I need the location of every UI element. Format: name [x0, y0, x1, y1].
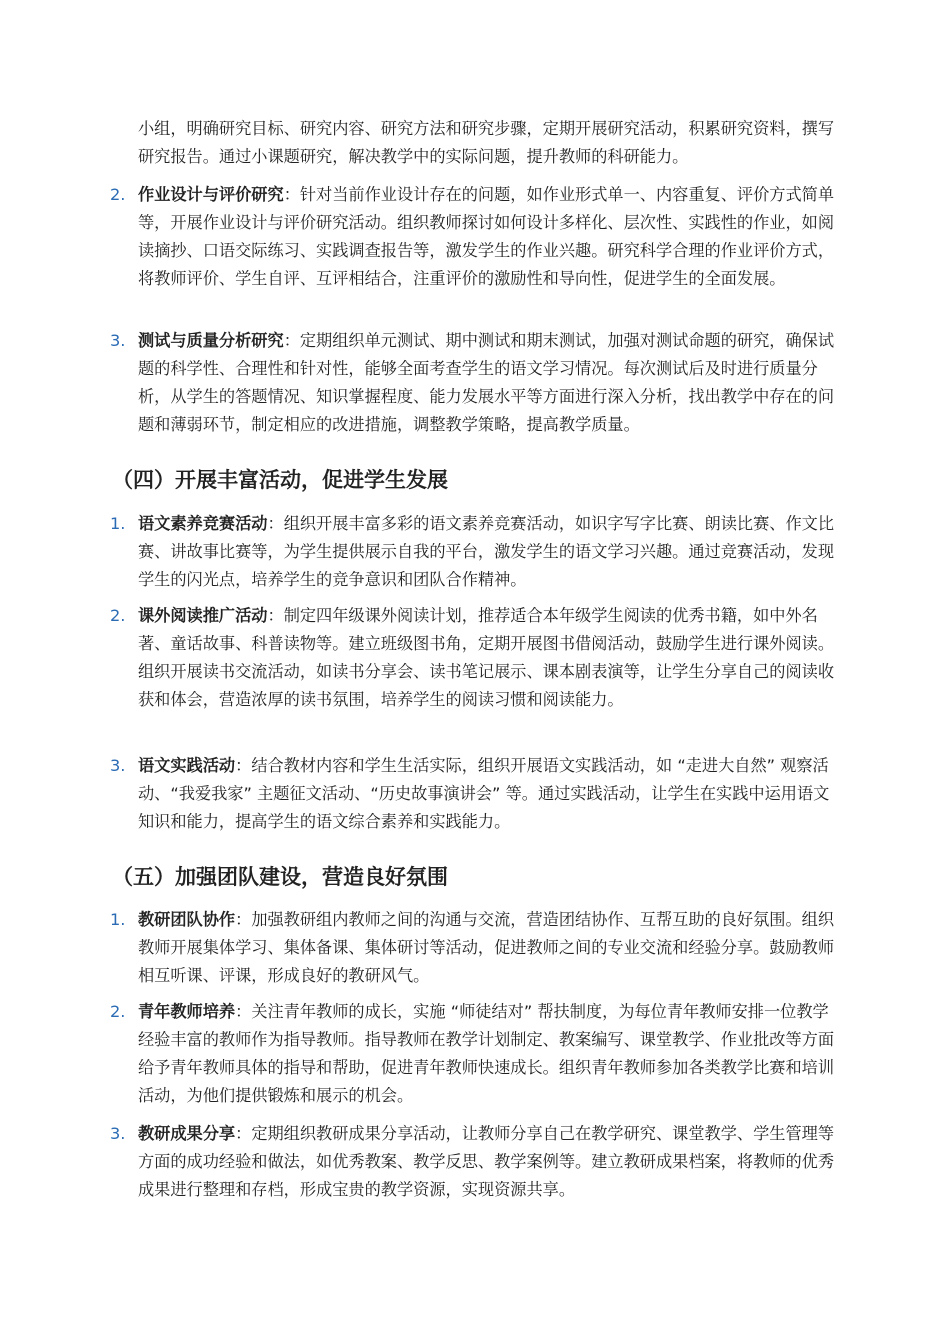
item-text: 定期组织单元测试、期中测试和期末测试，加强对测试命题的研究，确保试题的科学性、合理性和针对性，能够全面考查学生的语文学习情况。每次测试后及时进行质量分析，从学生的答题情况、知识掌握程度、能力发展水平等方面进行深入分析，找出教学中存在的问题和薄弱环节，制定相应的改进措施，调整教学策略，提高教学质量。 — [138, 331, 835, 434]
item-text: 制定四年级课外阅读计划，推荐适合本年级学生阅读的优秀书籍，如中外名著、童话故事、科普读物等。建立班级图书角，定期开展图书借阅活动，鼓励学生进行课外阅读。组织开展读书交流活动，如读书分享会、读书笔记展示、课本剧表演等，让学生分享自己的阅读收获和体会，营造浓厚的读书氛围，培养学生的阅读习惯和阅读能力。 — [138, 606, 835, 709]
item-text: 结合教材内容和学生生活实际，组织开展语文实践活动，如 “走进大自然” 观察活动、“我爱我家” 主题征文活动、“历史故事演讲会” 等。通过实践活动，让学生在实践中运用语文知识和能力，提高学生的语文综合素养和实践能力。 — [138, 756, 830, 831]
item-label: 作业设计与评价研究 — [138, 185, 284, 204]
list-item: 2. 课外阅读推广活动：制定四年级课外阅读计划，推荐适合本年级学生阅读的优秀书籍，如中外名著、童话故事、科普读物等。建立班级图书角，定期开展图书借阅活动，鼓励学生进行课外阅读。组织开展读书交流活动，如读书分享会、读书笔记展示、课本剧表演等，让学生分享自己的阅读收获和体会，营造浓厚的读书氛围，培养学生的阅读习惯和阅读能力。 — [110, 602, 838, 714]
list-number: 2. — [110, 185, 126, 204]
list-item: 3. 测试与质量分析研究：定期组织单元测试、期中测试和期末测试，加强对测试命题的研究，确保试题的科学性、合理性和针对性，能够全面考查学生的语文学习情况。每次测试后及时进行质量分析，从学生的答题情况、知识掌握程度、能力发展水平等方面进行深入分析，找出教学中存在的问题和薄弱环节，制定相应的改进措施，调整教学策略，提高教学质量。 — [110, 327, 838, 439]
list-item: 1. 语文素养竞赛活动：组织开展丰富多彩的语文素养竞赛活动，如识字写字比赛、朗读比赛、作文比赛、讲故事比赛等，为学生提供展示自我的平台，激发学生的语文学习兴趣。通过竞赛活动，发现学生的闪光点，培养学生的竞争意识和团队合作精神。 — [110, 510, 838, 594]
section-heading: （五）加强团队建设，营造良好氛围 — [112, 865, 448, 889]
list-number: 1. — [110, 514, 126, 533]
item-label: 教研团队协作 — [138, 910, 236, 929]
list-number: 1. — [110, 910, 126, 929]
list-item: 2. 作业设计与评价研究：针对当前作业设计存在的问题，如作业形式单一、内容重复、评价方式简单等，开展作业设计与评价研究活动。组织教师探讨如何设计多样化、层次性、实践性的作业，如阅读摘抄、口语交际练习、实践调查报告等，激发学生的作业兴趣。研究科学合理的作业评价方式，将教师评价、学生自评、互评相结合，注重评价的激励性和导向性，促进学生的全面发展。 — [110, 181, 838, 293]
list-item: 2. 青年教师培养：关注青年教师的成长，实施 “师徒结对” 帮扶制度，为每位青年教师安排一位教学经验丰富的教师作为指导教师。指导教师在教学计划制定、教案编写、课堂教学、作业批改等方面给予青年教师具体的指导和帮助，促进青年教师快速成长。组织青年教师参加各类教学比赛和培训活动，为他们提供锻炼和展示的机会。 — [110, 998, 838, 1110]
item-text: 针对当前作业设计存在的问题，如作业形式单一、内容重复、评价方式简单等，开展作业设计与评价研究活动。组织教师探讨如何设计多样化、层次性、实践性的作业，如阅读摘抄、口语交际练习、实践调查报告等，激发学生的作业兴趣。研究科学合理的作业评价方式，将教师评价、学生自评、互评相结合，注重评价的激励性和导向性，促进学生的全面发展。 — [138, 185, 835, 288]
item-label: 语文实践活动 — [138, 756, 236, 775]
list-item: 3. 教研成果分享：定期组织教研成果分享活动，让教师分享自己在教学研究、课堂教学、学生管理等方面的成功经验和做法，如优秀教案、教学反思、教学案例等。建立教研成果档案，将教师的优秀成果进行整理和存档，形成宝贵的教学资源，实现资源共享。 — [110, 1120, 838, 1204]
item-label: 教研成果分享 — [138, 1124, 236, 1143]
list-number: 3. — [110, 756, 126, 775]
item-label: 课外阅读推广活动 — [138, 606, 268, 625]
item-text: 关注青年教师的成长，实施 “师徒结对” 帮扶制度，为每位青年教师安排一位教学经验丰富的教师作为指导教师。指导教师在教学计划制定、教案编写、课堂教学、作业批改等方面给予青年教师具体的指导和帮助，促进青年教师快速成长。组织青年教师参加各类教学比赛和培训活动，为他们提供锻炼和展示的机会。 — [138, 1002, 835, 1105]
list-item: 3. 语文实践活动：结合教材内容和学生生活实际，组织开展语文实践活动，如 “走进大自然” 观察活动、“我爱我家” 主题征文活动、“历史故事演讲会” 等。通过实践活动，让学生在实践中运用语文知识和能力，提高学生的语文综合素养和实践能力。 — [110, 752, 838, 836]
item-label: 青年教师培养 — [138, 1002, 236, 1021]
item-text: 组织开展丰富多彩的语文素养竞赛活动，如识字写字比赛、朗读比赛、作文比赛、讲故事比赛等，为学生提供展示自我的平台，激发学生的语文学习兴趣。通过竞赛活动，发现学生的闪光点，培养学生的竞争意识和团队合作精神。 — [138, 514, 835, 589]
item-label: 测试与质量分析研究 — [138, 331, 284, 350]
section-heading: （四）开展丰富活动，促进学生发展 — [112, 468, 448, 492]
item-text: 定期组织教研成果分享活动，让教师分享自己在教学研究、课堂教学、学生管理等方面的成功经验和做法，如优秀教案、教学反思、教学案例等。建立教研成果档案，将教师的优秀成果进行整理和存档，形成宝贵的教学资源，实现资源共享。 — [138, 1124, 835, 1199]
item-text: 加强教研组内教师之间的沟通与交流，营造团结协作、互帮互助的良好氛围。组织教师开展集体学习、集体备课、集体研讨等活动，促进教师之间的专业交流和经验分享。鼓励教师相互听课、评课，形成良好的教研风气。 — [138, 910, 835, 985]
list-number: 3. — [110, 331, 126, 350]
list-number: 2. — [110, 1002, 126, 1021]
list-number: 2. — [110, 606, 126, 625]
list-number: 3. — [110, 1124, 126, 1143]
intro-paragraph: 小组，明确研究目标、研究内容、研究方法和研究步骤，定期开展研究活动，积累研究资料，撰写研究报告。通过小课题研究，解决教学中的实际问题，提升教师的科研能力。 — [138, 119, 835, 166]
item-label: 语文素养竞赛活动 — [138, 514, 268, 533]
list-item: 1. 教研团队协作：加强教研组内教师之间的沟通与交流，营造团结协作、互帮互助的良好氛围。组织教师开展集体学习、集体备课、集体研讨等活动，促进教师之间的专业交流和经验分享。鼓励教师相互听课、评课，形成良好的教研风气。 — [110, 906, 838, 990]
